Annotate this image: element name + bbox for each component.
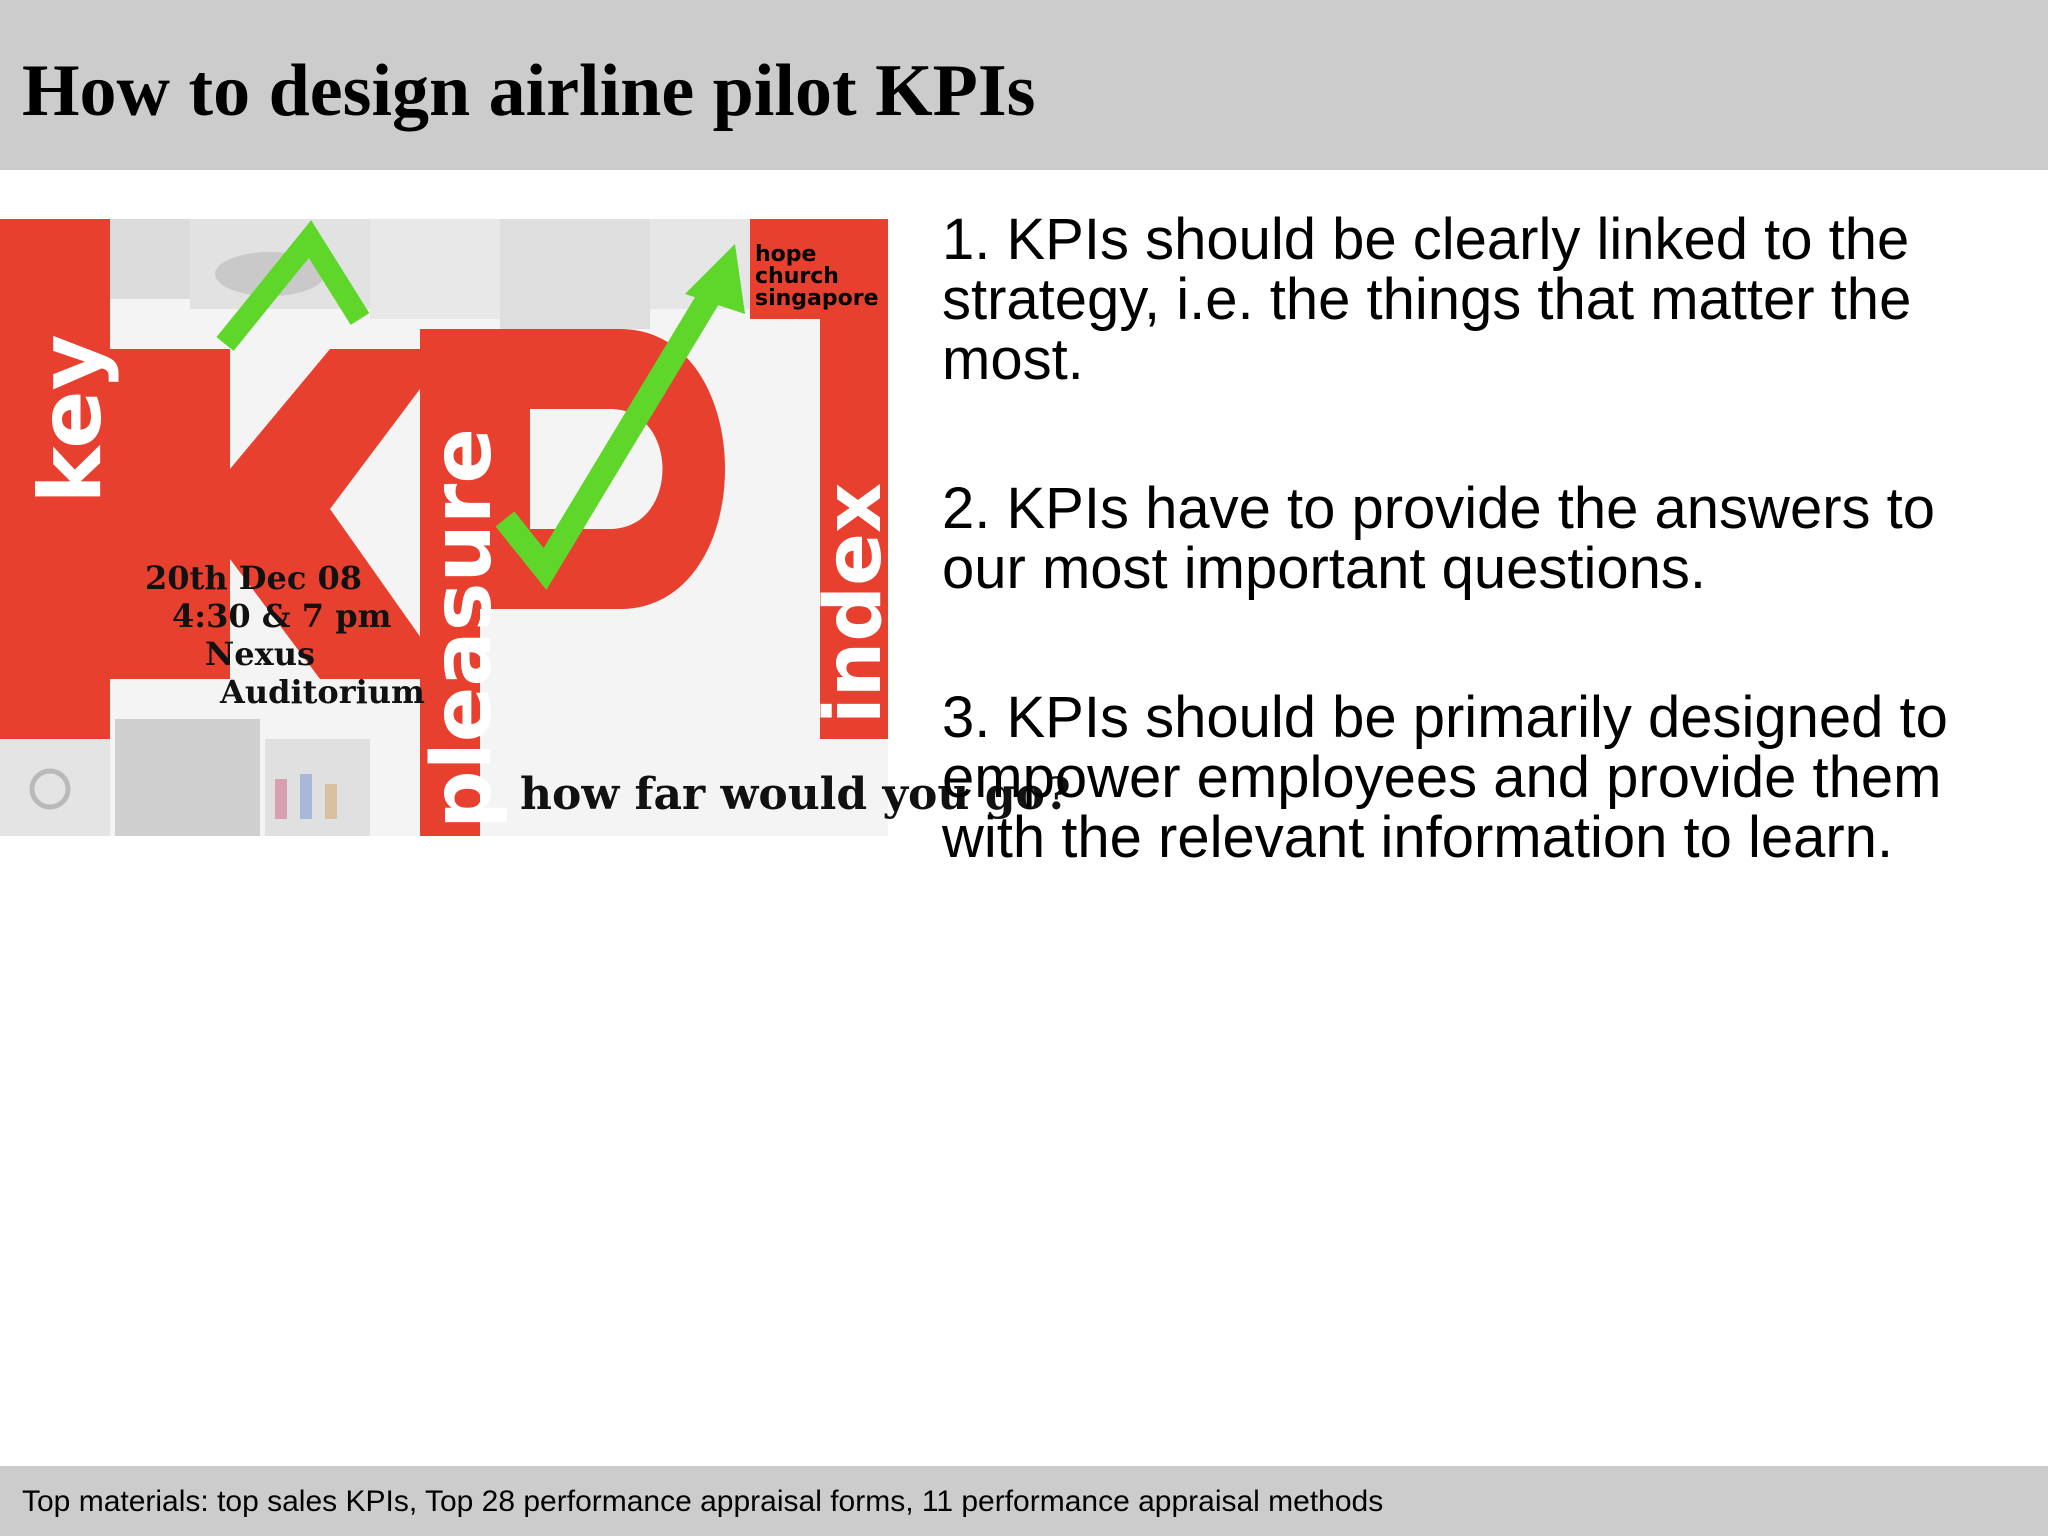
collage-tile (370, 219, 500, 319)
poster-org-line2: church (755, 264, 839, 289)
collage-tile (325, 784, 337, 819)
collage-tile (500, 219, 650, 329)
kpi-poster-graphic (0, 219, 1071, 836)
poster-tagline: how far would you go? (520, 769, 1071, 820)
poster-word-key: key (21, 334, 121, 504)
kpi-points-list (942, 207, 2022, 957)
title-bar (0, 0, 2048, 170)
kpi-point: 2. KPIs have to provide the answers to our most important questions. (942, 476, 1935, 601)
poster-event-line4: Auditorium (220, 673, 425, 711)
slide-title: How to design airline pilot KPIs (22, 50, 1036, 132)
footer-text: Top materials: top sales KPIs, Top 28 performance appraisal forms, 11 performance appraisal methods (22, 1485, 1384, 1518)
kpi-poster-image (0, 219, 1071, 836)
footer-bar (0, 1466, 2048, 1536)
poster-event-line1: 20th Dec 08 (145, 559, 362, 597)
poster-event-line2: 4:30 & 7 pm (172, 597, 392, 635)
poster-word-index: index (809, 482, 899, 724)
collage-tile (0, 739, 110, 836)
collage-tile (275, 779, 287, 819)
poster-org-line1: hope (755, 242, 817, 267)
poster-word-pleasure: pleasure (415, 428, 510, 829)
collage-tile (115, 719, 260, 836)
collage-tile (300, 774, 312, 819)
kpi-point: 1. KPIs should be clearly linked to the strategy, i.e. the things that matter the most. (942, 207, 1912, 392)
poster-event-line3: Nexus (205, 635, 315, 673)
collage-tile (110, 219, 190, 299)
kpi-point: 3. KPIs should be primarily designed to empower employees and provide them with the relevant information to learn. (942, 685, 1948, 870)
poster-org-line3: singapore (755, 286, 879, 311)
